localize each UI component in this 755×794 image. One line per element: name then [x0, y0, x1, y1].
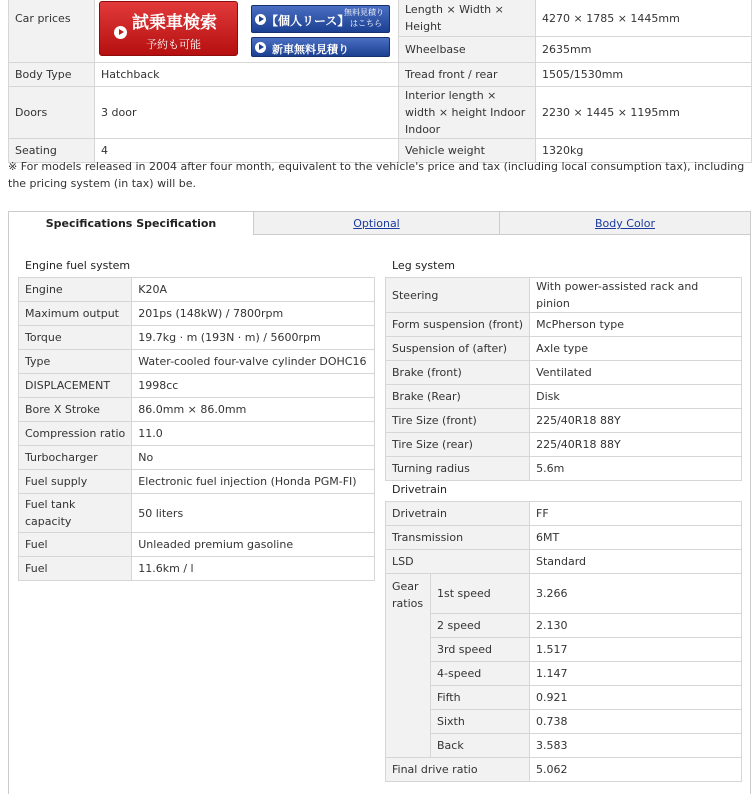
engine-label: Turbocharger — [19, 446, 132, 470]
spec-value: 3 door — [95, 87, 399, 139]
engine-label: DISPLACEMENT — [19, 374, 132, 398]
leg-section-title: Leg system — [392, 259, 455, 272]
gear-value: 0.921 — [530, 686, 742, 710]
free-estimate-button[interactable] — [251, 37, 390, 57]
engine-label: Maximum output — [19, 302, 132, 326]
engine-label: Bore X Stroke — [19, 398, 132, 422]
engine-label: Fuel — [19, 557, 132, 581]
engine-label: Fuel tank capacity — [19, 494, 132, 533]
drivetrain-value: Standard — [530, 550, 742, 574]
final-drive-value: 5.062 — [530, 758, 742, 782]
leg-label: Brake (front) — [386, 361, 530, 385]
spec-value: 2230 × 1445 × 1195mm — [536, 87, 752, 139]
gear-label: 2 speed — [431, 614, 530, 638]
tab-specifications[interactable]: Specifications Specification — [8, 211, 254, 235]
engine-label: Torque — [19, 326, 132, 350]
drivetrain-label: Transmission — [386, 526, 530, 550]
gear-value: 3.266 — [530, 574, 742, 614]
car-prices-label: Car prices — [9, 0, 95, 63]
spec-value: 2635mm — [536, 37, 752, 63]
gear-label: 1st speed — [431, 574, 530, 614]
spec-label: Length × Width × Height — [399, 0, 536, 37]
personal-lease-button[interactable] — [251, 5, 390, 33]
drivetrain-label: LSD — [386, 550, 530, 574]
gear-label: 4-speed — [431, 662, 530, 686]
leg-label: Tire Size (front) — [386, 409, 530, 433]
leg-label: Form suspension (front) — [386, 313, 530, 337]
leg-value: 5.6m — [530, 457, 742, 481]
leg-value: 225/40R18 88Y — [530, 433, 742, 457]
gear-value: 1.517 — [530, 638, 742, 662]
spec-label: Tread front / rear — [399, 63, 536, 87]
gear-label: Sixth — [431, 710, 530, 734]
engine-value: 19.7kg · m (193N · m) / 5600rpm — [132, 326, 375, 350]
spec-label: Seating — [9, 139, 95, 163]
leg-value: McPherson type — [530, 313, 742, 337]
engine-value: Electronic fuel injection (Honda PGM-FI) — [132, 470, 375, 494]
engine-value: 201ps (148kW) / 7800rpm — [132, 302, 375, 326]
engine-value: No — [132, 446, 375, 470]
tab-optional[interactable]: Optional — [253, 211, 500, 235]
spec-value: 4 — [95, 139, 399, 163]
gear-label: Back — [431, 734, 530, 758]
drivetrain-section-title: Drivetrain — [392, 483, 447, 496]
gear-ratios-label: Gear ratios — [386, 574, 431, 758]
tab-body-color[interactable]: Body Color — [499, 211, 751, 235]
spec-label: Wheelbase — [399, 37, 536, 63]
test-drive-title: 試乗車検索 — [132, 13, 217, 33]
gear-value: 0.738 — [530, 710, 742, 734]
spec-tabs — [8, 211, 751, 235]
drivetrain-value: 6MT — [530, 526, 742, 550]
final-drive-label: Final drive ratio — [386, 758, 530, 782]
engine-table — [18, 277, 375, 581]
engine-value: 50 liters — [132, 494, 375, 533]
gear-value: 2.130 — [530, 614, 742, 638]
test-drive-subtitle: 予約も可能 — [146, 38, 201, 51]
engine-value: 86.0mm × 86.0mm — [132, 398, 375, 422]
play-icon — [255, 14, 266, 25]
spec-label: Body Type — [9, 63, 95, 87]
lease-label: 【個人リース】 — [266, 14, 350, 28]
price-note: ※ For models released in 2004 after four month, equivalent to the vehicle's price and tax (including local consumption tax), including the pricing system (in tax) will be. — [8, 160, 745, 190]
leg-label: Suspension of (after) — [386, 337, 530, 361]
lease-side-2: はこちら — [350, 19, 382, 28]
engine-value: 1998cc — [132, 374, 375, 398]
drivetrain-value: FF — [530, 502, 742, 526]
play-icon — [255, 42, 266, 53]
gear-value: 1.147 — [530, 662, 742, 686]
engine-section-title: Engine fuel system — [25, 259, 131, 272]
drivetrain-label: Drivetrain — [386, 502, 530, 526]
engine-value: Unleaded premium gasoline — [132, 533, 375, 557]
leg-label: Turning radius — [386, 457, 530, 481]
engine-label: Fuel — [19, 533, 132, 557]
gear-value: 3.583 — [530, 734, 742, 758]
play-icon — [114, 26, 127, 39]
leg-label: Steering — [386, 278, 530, 313]
spec-label: Doors — [9, 87, 95, 139]
engine-value: 11.0 — [132, 422, 375, 446]
engine-label: Type — [19, 350, 132, 374]
engine-value: 11.6km / l — [132, 557, 375, 581]
leg-value: Ventilated — [530, 361, 742, 385]
engine-value: Water-cooled four-valve cylinder DOHC16 — [132, 350, 375, 374]
spec-value: 4270 × 1785 × 1445mm — [536, 0, 752, 37]
engine-label: Fuel supply — [19, 470, 132, 494]
spec-value: Hatchback — [95, 63, 399, 87]
leg-table — [385, 277, 742, 481]
leg-value: 225/40R18 88Y — [530, 409, 742, 433]
spec-label: Vehicle weight — [399, 139, 536, 163]
leg-label: Brake (Rear) — [386, 385, 530, 409]
spec-label: Interior length × width × height Indoor Indoor — [399, 87, 536, 139]
engine-label: Engine — [19, 278, 132, 302]
engine-label: Compression ratio — [19, 422, 132, 446]
spec-value: 1320kg — [536, 139, 752, 163]
engine-value: K20A — [132, 278, 375, 302]
leg-value: With power-assisted rack and pinion — [530, 278, 742, 313]
estimate-label: 新車無料見積り — [272, 43, 349, 56]
gear-label: 3rd speed — [431, 638, 530, 662]
leg-label: Tire Size (rear) — [386, 433, 530, 457]
gear-label: Fifth — [431, 686, 530, 710]
leg-value: Axle type — [530, 337, 742, 361]
spec-value: 1505/1530mm — [536, 63, 752, 87]
test-drive-search-button[interactable] — [99, 1, 238, 56]
lease-side-1: 無料見積り — [344, 8, 384, 17]
leg-value: Disk — [530, 385, 742, 409]
drivetrain-table — [385, 501, 742, 782]
